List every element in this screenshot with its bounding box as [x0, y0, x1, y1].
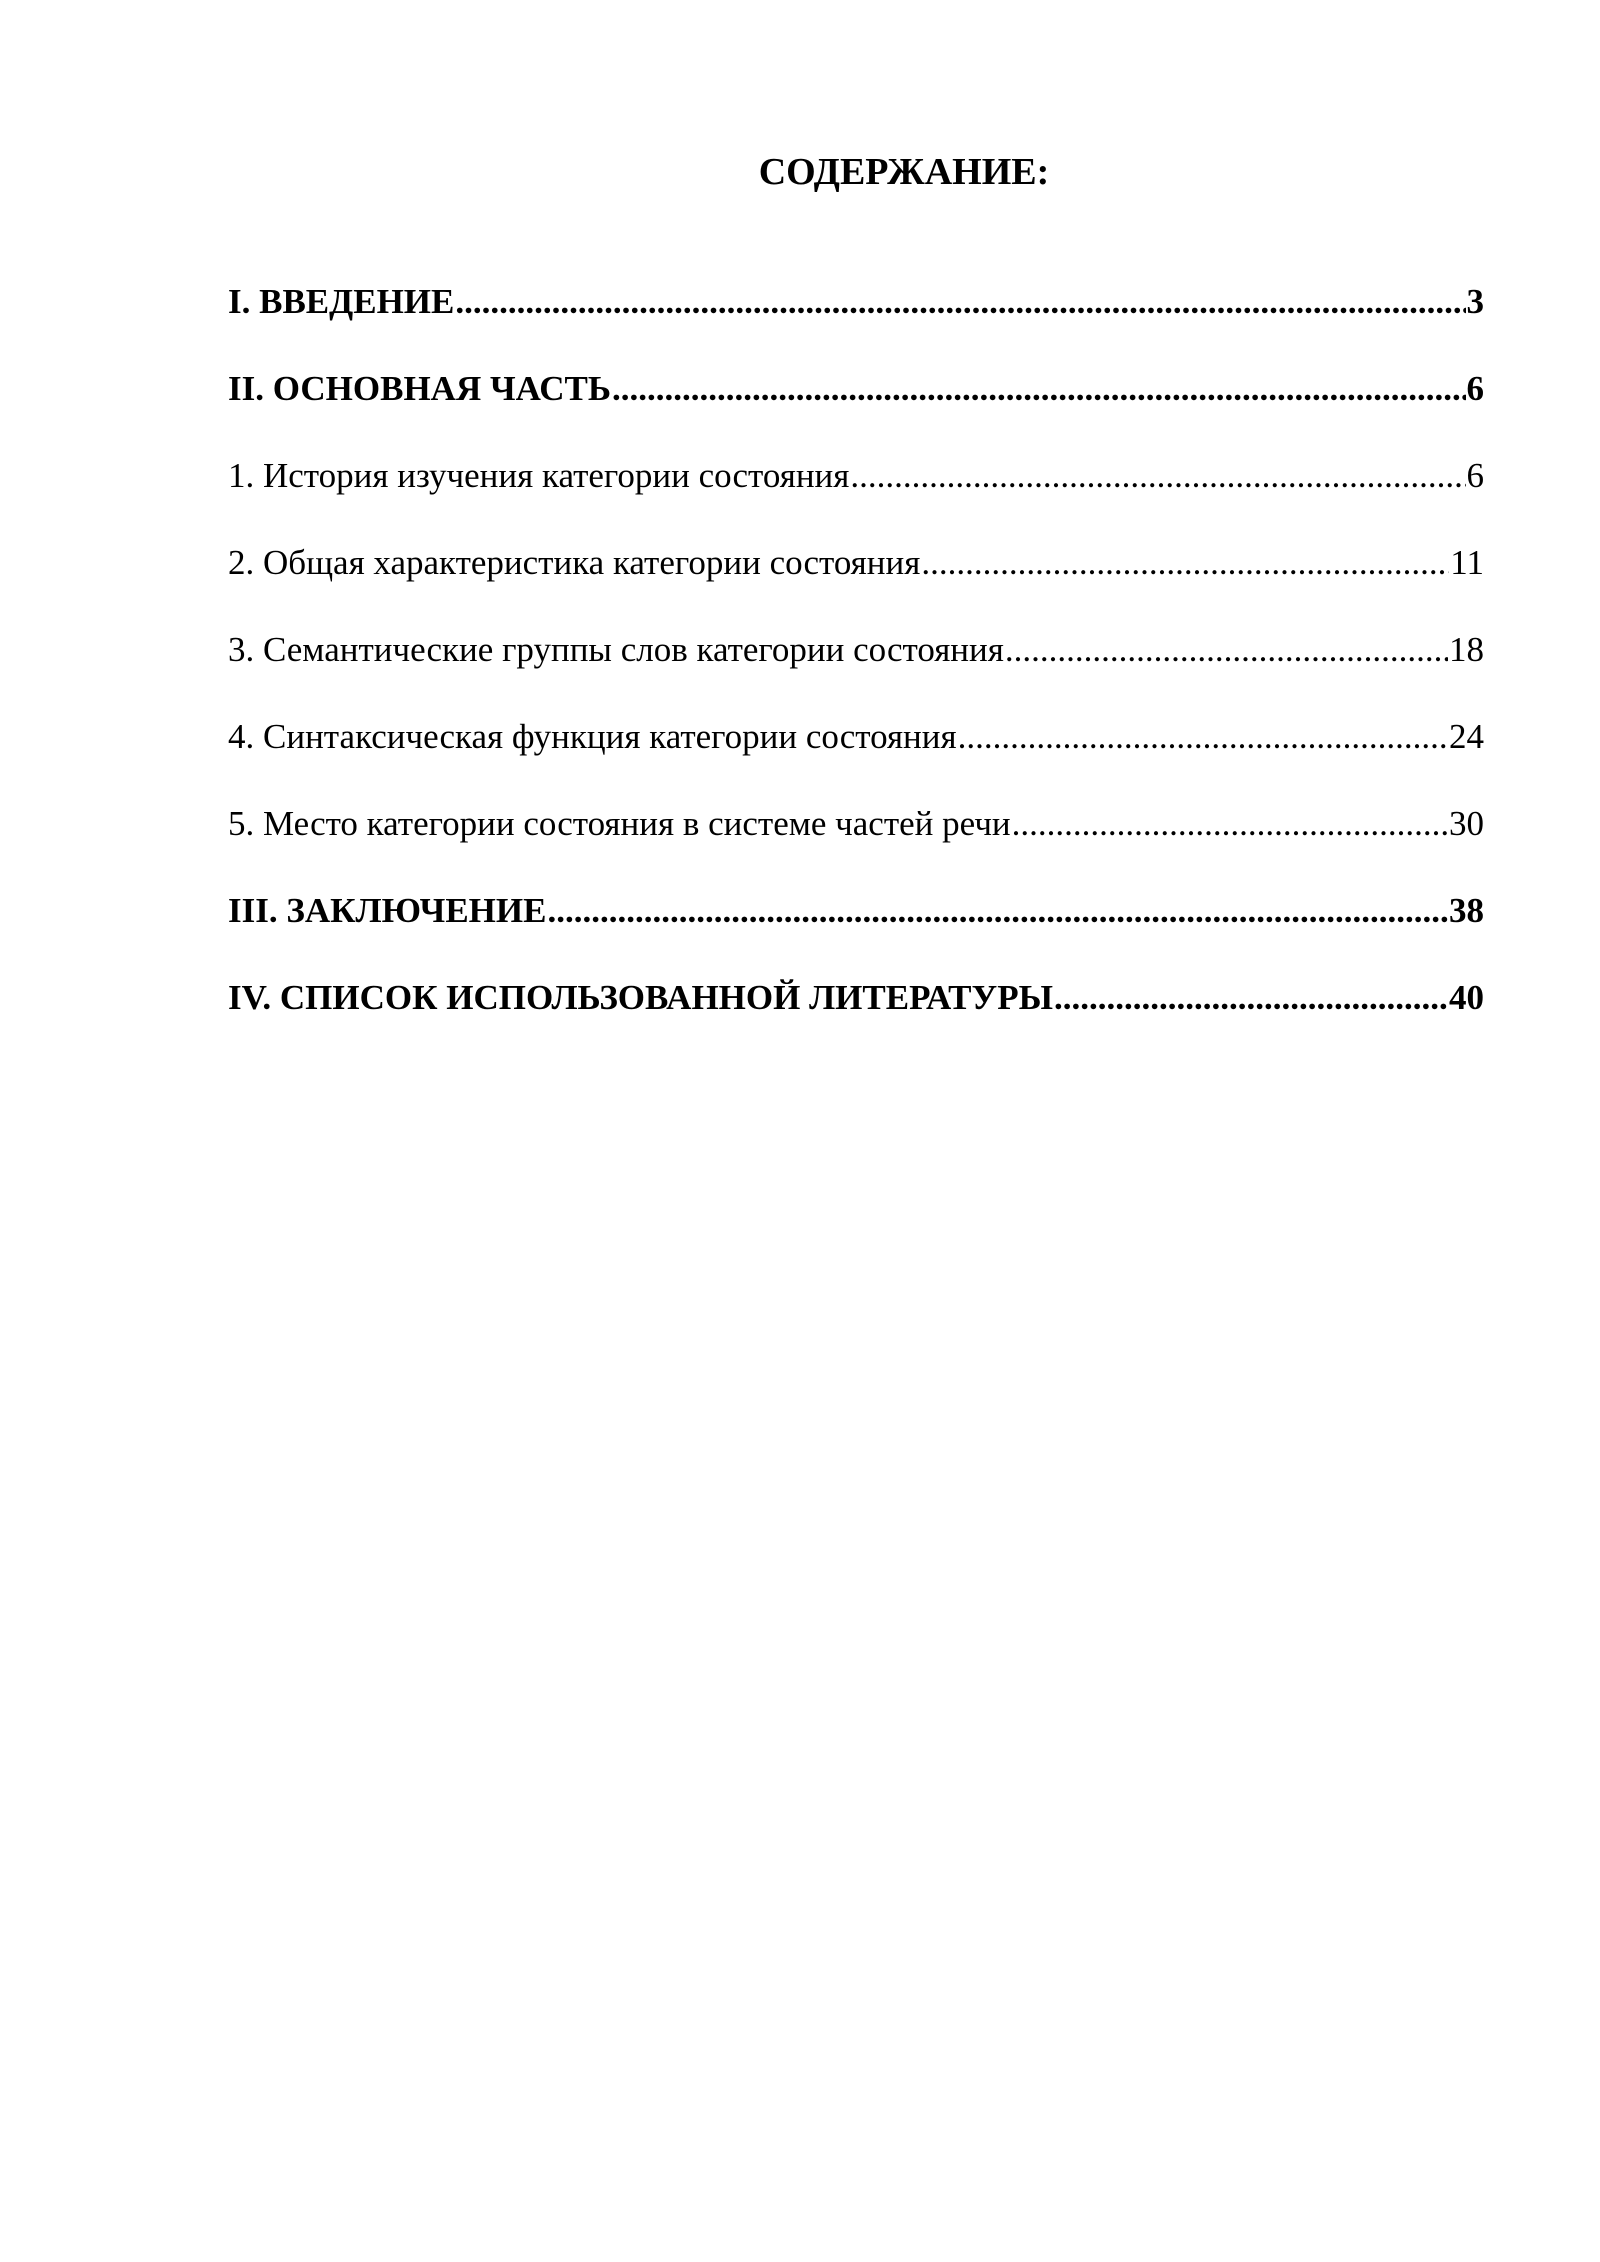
- toc-entry-conclusion[interactable]: [228, 889, 1484, 976]
- toc-dot-leader: [455, 280, 1465, 324]
- toc-page-number: 6: [1466, 456, 1484, 495]
- toc-dot-leader: [547, 889, 1448, 933]
- toc-title: СОДЕРЖАНИЕ:: [758, 151, 1050, 193]
- toc-page-number: 40: [1449, 978, 1484, 1017]
- toc-entry-text: 5. Место категории состояния в системе частей речи: [228, 804, 1011, 843]
- toc-dot-leader: [921, 541, 1449, 585]
- toc-entry-text: I. ВВЕДЕНИЕ: [228, 282, 455, 321]
- toc-page-number: 3: [1466, 282, 1484, 321]
- toc-entry-text: III. ЗАКЛЮЧЕНИЕ: [228, 891, 547, 930]
- table-of-contents: [228, 280, 1484, 1063]
- toc-page-number: 30: [1449, 804, 1484, 843]
- toc-page-number: 38: [1449, 891, 1484, 930]
- toc-page-number: 6: [1466, 369, 1484, 408]
- toc-entry-main-part[interactable]: [228, 367, 1484, 454]
- toc-entry-section-4[interactable]: [228, 715, 1484, 802]
- toc-entry-section-1[interactable]: [228, 454, 1484, 541]
- toc-entry-text: 4. Синтаксическая функция категории состояния: [228, 717, 957, 756]
- toc-entry-text: 1. История изучения категории состояния: [228, 456, 850, 495]
- toc-entry-section-3[interactable]: [228, 628, 1484, 715]
- toc-entry-bibliography[interactable]: [228, 976, 1484, 1063]
- toc-page-number: 24: [1449, 717, 1484, 756]
- toc-entry-section-5[interactable]: [228, 802, 1484, 889]
- toc-dot-leader: [850, 454, 1465, 498]
- toc-dot-leader: [1012, 802, 1448, 846]
- toc-entry-text: 3. Семантические группы слов категории состояния: [228, 630, 1004, 669]
- toc-entry-text: II. ОСНОВНАЯ ЧАСТЬ: [228, 369, 611, 408]
- toc-dot-leader: [1005, 628, 1448, 672]
- toc-entry-text: IV. СПИСОК ИСПОЛЬЗОВАННОЙ ЛИТЕРАТУРЫ: [228, 978, 1053, 1017]
- toc-entry-section-2[interactable]: [228, 541, 1484, 628]
- toc-dot-leader: [958, 715, 1448, 759]
- toc-dot-leader: [612, 367, 1466, 411]
- toc-entry-introduction[interactable]: [228, 280, 1484, 367]
- toc-dot-leader: [1054, 976, 1448, 1020]
- toc-page-number: 18: [1449, 630, 1484, 669]
- toc-entry-text: 2. Общая характеристика категории состояния: [228, 543, 921, 582]
- toc-page-number: 11: [1450, 543, 1484, 582]
